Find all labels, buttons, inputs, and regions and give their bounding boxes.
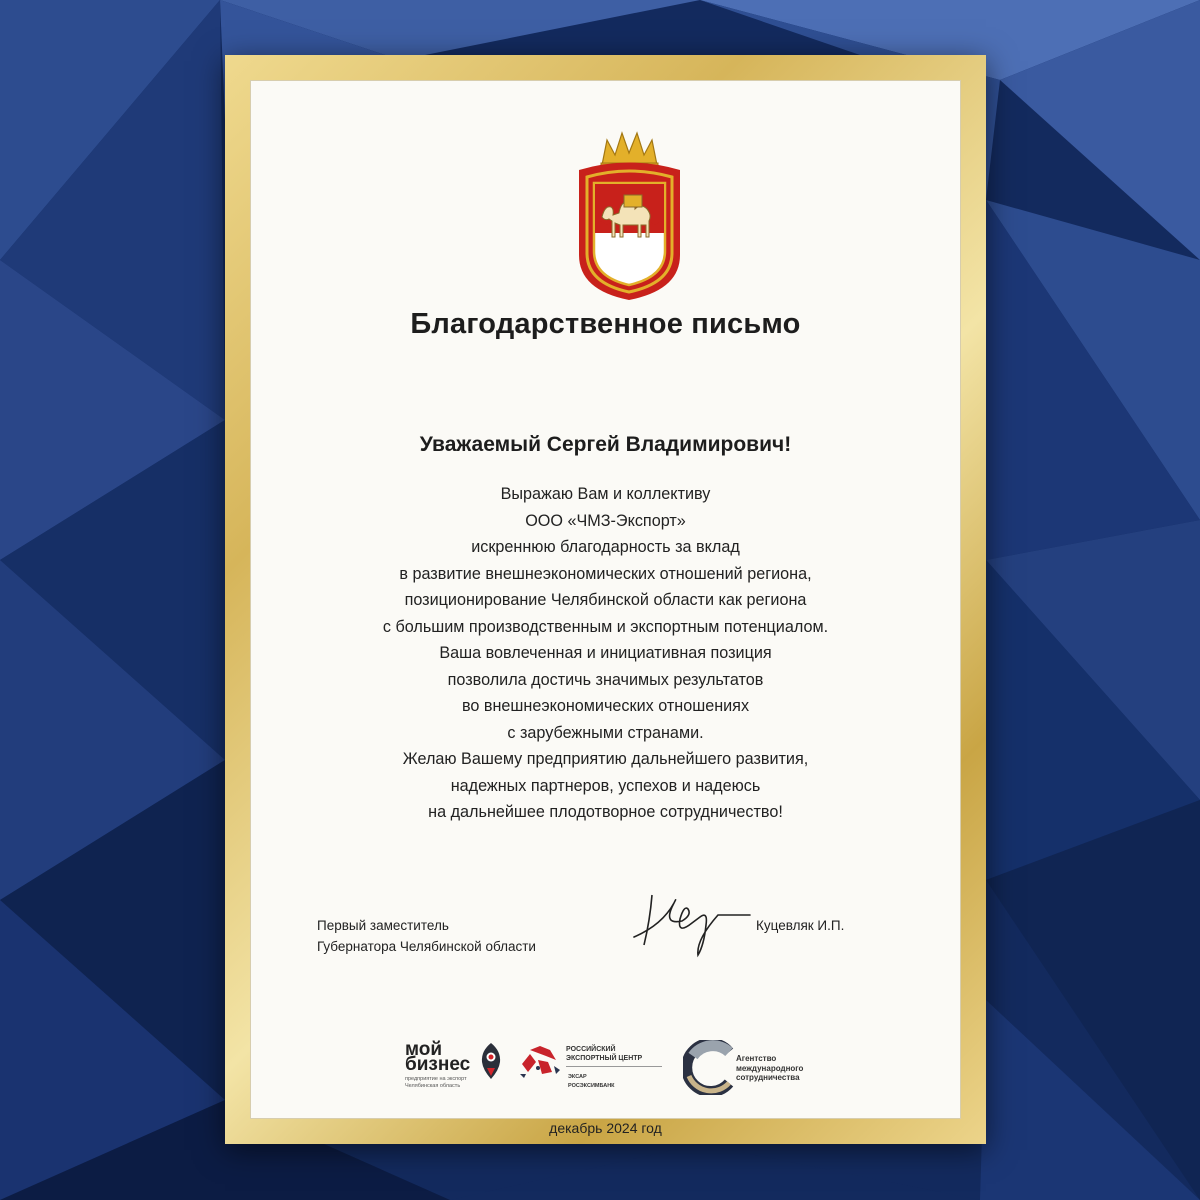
logo-subtext: предприятие на экспорт [405, 1076, 467, 1082]
position-line: Первый заместитель [317, 918, 449, 933]
body-line: в развитие внешнеэкономических отношений региона, [399, 564, 812, 583]
logo-text: бизнес [405, 1054, 471, 1075]
body-line: Желаю Вашему предприятию дальнейшего развития, [402, 750, 809, 768]
logo-subtext: ЭКСАР [568, 1074, 587, 1080]
rec-title [566, 1045, 642, 1063]
body-line: искреннюю благодарность за вклад [471, 538, 740, 556]
rec-subtitle [568, 1073, 615, 1091]
logo-subtext: РОСЭКСИМБАНК [568, 1083, 615, 1089]
body-line: Ваша вовлеченная и инициативная позиция [439, 644, 772, 662]
logo-text: мой [405, 1039, 443, 1060]
body-line: с зарубежными странами. [507, 723, 704, 742]
moi-biznes-logo [403, 1040, 508, 1100]
body-line: надежных партнеров, успехов и надеюсь [450, 776, 761, 795]
logo-text: РОССИЙСКИЙ [566, 1046, 616, 1053]
letter-body [250, 481, 961, 826]
body-line: позиционирование Челябинской области как региона [404, 591, 807, 609]
salutation: Уважаемый Сергей Владимирович! [419, 433, 792, 456]
logo-text: сотрудничества [736, 1073, 800, 1082]
gold-frame [225, 55, 986, 1144]
international-cooperation-agency-logo [683, 1040, 883, 1100]
body-line: ООО «ЧМЗ-Экспорт» [525, 511, 686, 530]
letter-paper [250, 80, 961, 1136]
letter-title: Благодарственное письмо [410, 308, 801, 340]
body-line: позволила достичь значимых результатов [447, 670, 764, 689]
rec-divider [566, 1066, 662, 1067]
body-line: во внешнеэкономических отношениях [461, 697, 750, 715]
letter-date: декабрь 2024 год [549, 1120, 662, 1136]
moi-biznes-subtitle [405, 1076, 485, 1090]
body-line: на дальнейшее плодотворное сотрудничество! [428, 803, 783, 821]
logo-text: Агентство [736, 1054, 777, 1063]
rec-logo-icon [516, 1044, 562, 1080]
chelyabinsk-coat-of-arms-icon [567, 125, 692, 302]
logo-text: международного [736, 1063, 804, 1073]
handwritten-signature [622, 885, 762, 960]
rocket-pin-icon [478, 1042, 504, 1080]
amc-title [736, 1054, 803, 1083]
russian-export-center-logo [516, 1040, 666, 1095]
body-line: Выражаю Вам и коллективу [500, 485, 711, 503]
position-line: Губернатора Челябинской области [317, 939, 536, 954]
signatory-name: Куцевляк И.П. [756, 918, 845, 933]
logo-subtext: Челябинская область [405, 1083, 461, 1089]
signatory-position [317, 915, 536, 957]
amc-logo-icon [683, 1040, 735, 1095]
body-line: с большим производственным и экспортным потенциалом. [382, 617, 829, 636]
logo-text: ЭКСПОРТНЫЙ ЦЕНТР [566, 1055, 643, 1062]
moi-biznes-wordmark [405, 1039, 471, 1075]
